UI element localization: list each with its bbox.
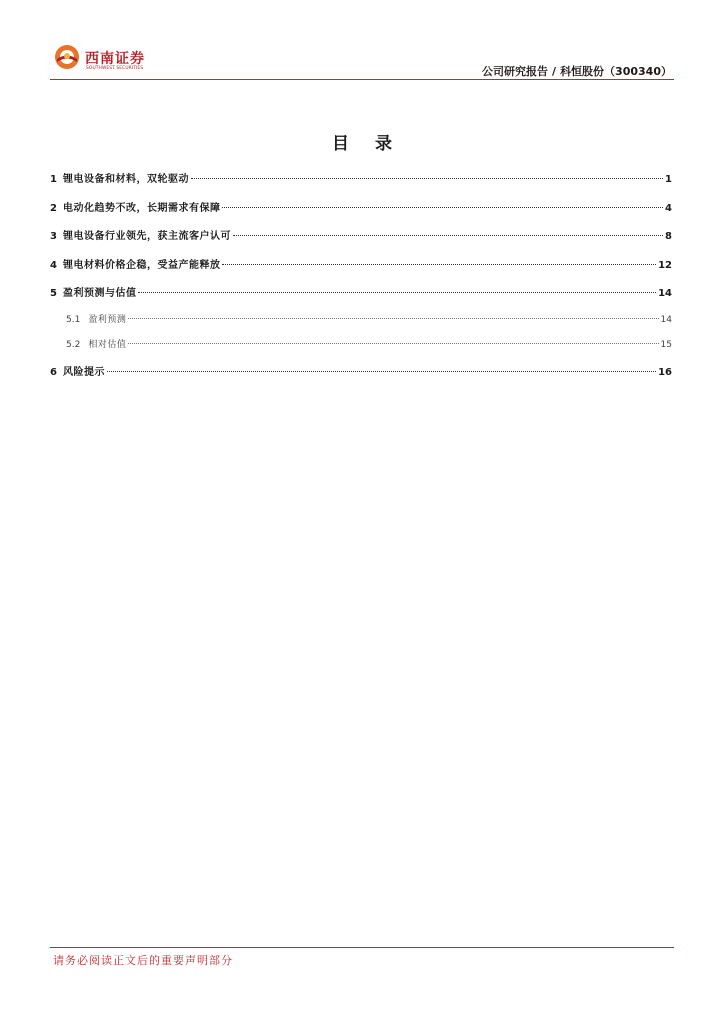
toc-entry-5-1[interactable] [66,312,672,328]
toc-entry-5[interactable] [50,284,672,300]
toc-leader [222,264,656,265]
toc-page-number: 15 [660,340,672,350]
footer-divider [50,947,674,948]
page-title: 目 录 [332,134,402,154]
report-type: 公司研究报告 [482,65,549,78]
toc-page-number: 14 [658,288,672,299]
header-separator: / [552,65,557,78]
toc-number: 5.2 [66,340,81,350]
toc-leader [191,178,663,179]
toc-label: 锂电设备和材料，双轮驱动 [62,174,189,185]
toc-number: 5 [50,288,57,299]
toc-number: 6 [50,367,57,378]
toc-entry-6[interactable] [50,363,672,379]
toc-label: 锂电材料价格企稳，受益产能释放 [62,260,221,271]
toc-page-number: 16 [658,367,672,378]
toc-page-number: 1 [665,174,672,185]
toc-page-number: 4 [665,203,672,214]
footer-disclaimer: 请务必阅读正文后的重要声明部分 [53,954,233,967]
toc-leader [107,371,656,372]
toc-label: 风险提示 [62,367,105,378]
toc-page-number: 8 [665,231,672,242]
toc-label: 锂电设备行业领先，获主流客户认可 [62,231,231,242]
report-header [482,63,672,79]
toc-leader [138,292,656,293]
company-name: 科恒股份（300340） [560,65,672,78]
toc-leader [233,235,663,236]
logo-chinese-name: 西南证券 [85,51,145,67]
company-logo [54,44,164,74]
toc-number: 4 [50,260,57,271]
toc-entry-2[interactable] [50,199,672,215]
toc-label: 电动化趋势不改，长期需求有保障 [62,203,221,214]
logo-emblem-icon [54,44,80,70]
toc-entry-3[interactable] [50,227,672,243]
toc-page-number: 14 [660,315,672,325]
toc-entry-5-2[interactable] [66,337,672,353]
toc-label: 相对估值 [88,340,127,350]
toc-number: 1 [50,174,57,185]
toc-leader [128,343,658,344]
toc-page-number: 12 [658,260,672,271]
toc-label: 盈利预测 [88,315,127,325]
toc-number: 3 [50,231,57,242]
logo-english-name: SOUTHWEST SECURITIES [86,66,144,71]
toc-number: 5.1 [66,315,81,325]
toc-leader [222,207,663,208]
toc-leader [128,318,658,319]
toc-label: 盈利预测与估值 [62,288,137,299]
toc-entry-4[interactable] [50,256,672,272]
toc-entry-1[interactable] [50,170,672,186]
toc-number: 2 [50,203,57,214]
header-divider [50,79,674,80]
